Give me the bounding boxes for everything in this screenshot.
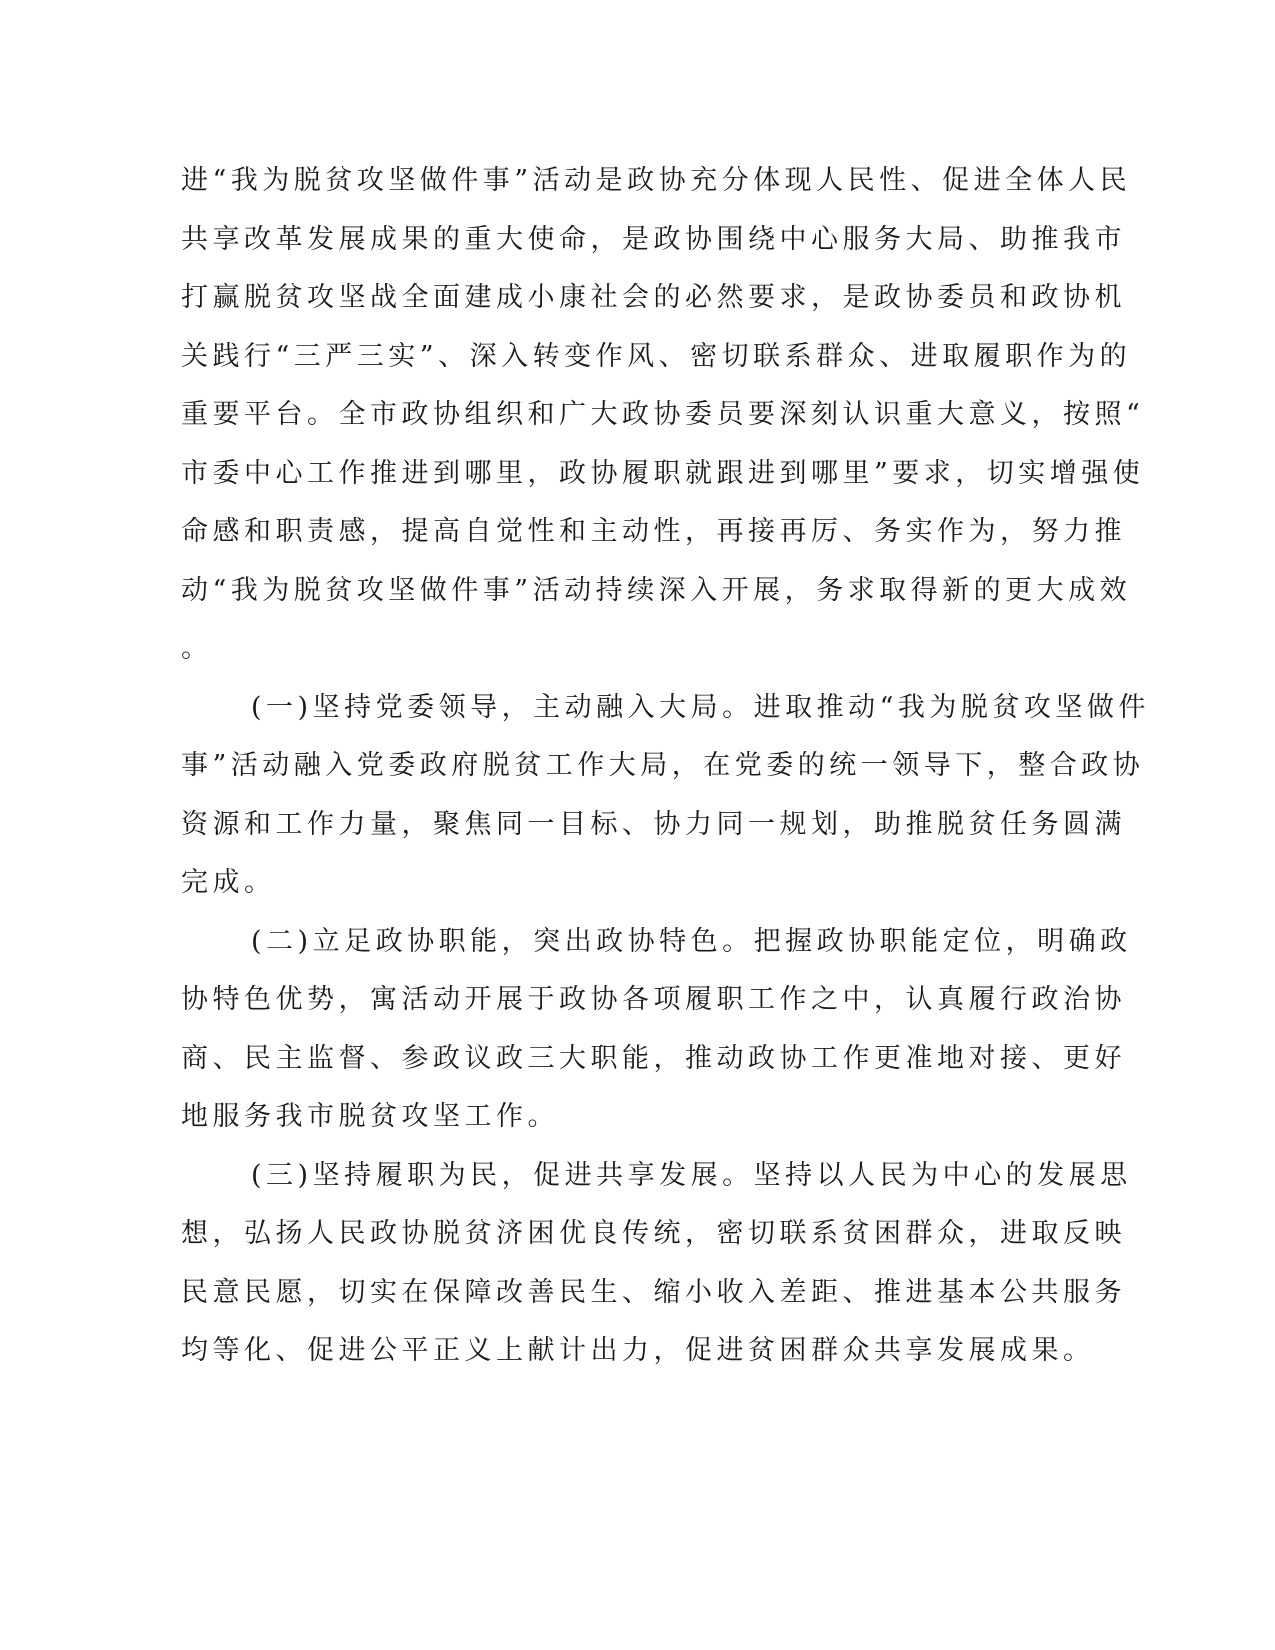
text-line: 完成。 xyxy=(181,867,276,898)
text-line: 地服务我市脱贫攻坚工作。 xyxy=(181,1101,559,1132)
document-body xyxy=(181,152,1150,1381)
text-line: (二)立足政协职能，突出政协特色。把握政协职能定位，明确政 xyxy=(251,925,1132,957)
text-line: 资源和工作力量，聚焦同一目标、协力同一规划，助推脱贫任务圆满 xyxy=(181,808,1126,840)
text-line: 商、民主监督、参政议政三大职能，推动政协工作更准地对接、更好 xyxy=(181,1042,1126,1074)
paragraph-section-3 xyxy=(181,1147,1132,1381)
text-line: 事”活动融入党委政府脱贫工作大局，在党委的统一领导下，整合政协 xyxy=(181,750,1145,781)
text-line: (三)坚持履职为民，促进共享发展。坚持以人民为中心的发展思 xyxy=(251,1159,1132,1191)
text-line: 共享改革发展成果的重大使命，是政协围绕中心服务大局、助推我市 xyxy=(181,223,1126,255)
text-line: 民意民愿，切实在保障改善民生、缩小收入差距、推进基本公共服务 xyxy=(181,1276,1126,1308)
text-line: 命感和职责感，提高自觉性和主动性，再接再厉、务实作为，努力推 xyxy=(181,516,1126,547)
text-line: 打赢脱贫攻坚战全面建成小康社会的必然要求，是政协委员和政协机 xyxy=(181,282,1126,313)
text-line: 关践行“三严三实”、深入转变作风、密切联系群众、进取履职作为的 xyxy=(181,340,1132,372)
text-line: 想，弘扬人民政协脱贫济困优良传统，密切联系贫困群众，进取反映 xyxy=(181,1218,1126,1249)
text-line: 均等化、促进公平正义上献计出力，促进贫困群众共享发展成果。 xyxy=(181,1335,1095,1366)
text-line: (一)坚持党委领导，主动融入大局。进取推动“我为脱贫攻坚做件 xyxy=(251,691,1150,723)
text-line: 市委中心工作推进到哪里，政协履职就跟进到哪里”要求，切实增强使 xyxy=(181,457,1145,489)
text-line: 进“我为脱贫攻坚做件事”活动是政协充分体现人民性、促进全体人民 xyxy=(181,165,1132,196)
text-line: 重要平台。全市政协组织和广大政协委员要深刻认识重大意义，按照“ xyxy=(181,399,1145,430)
text-line: 动“我为脱贫攻坚做件事”活动持续深入开展，务求取得新的更大成效 xyxy=(181,574,1132,606)
paragraph-intro xyxy=(181,152,1145,679)
paragraph-section-2 xyxy=(181,913,1132,1147)
paragraph-section-1 xyxy=(181,679,1150,913)
text-line: 。 xyxy=(181,633,213,664)
text-line: 协特色优势，寓活动开展于政协各项履职工作之中，认真履行政治协 xyxy=(181,984,1126,1015)
